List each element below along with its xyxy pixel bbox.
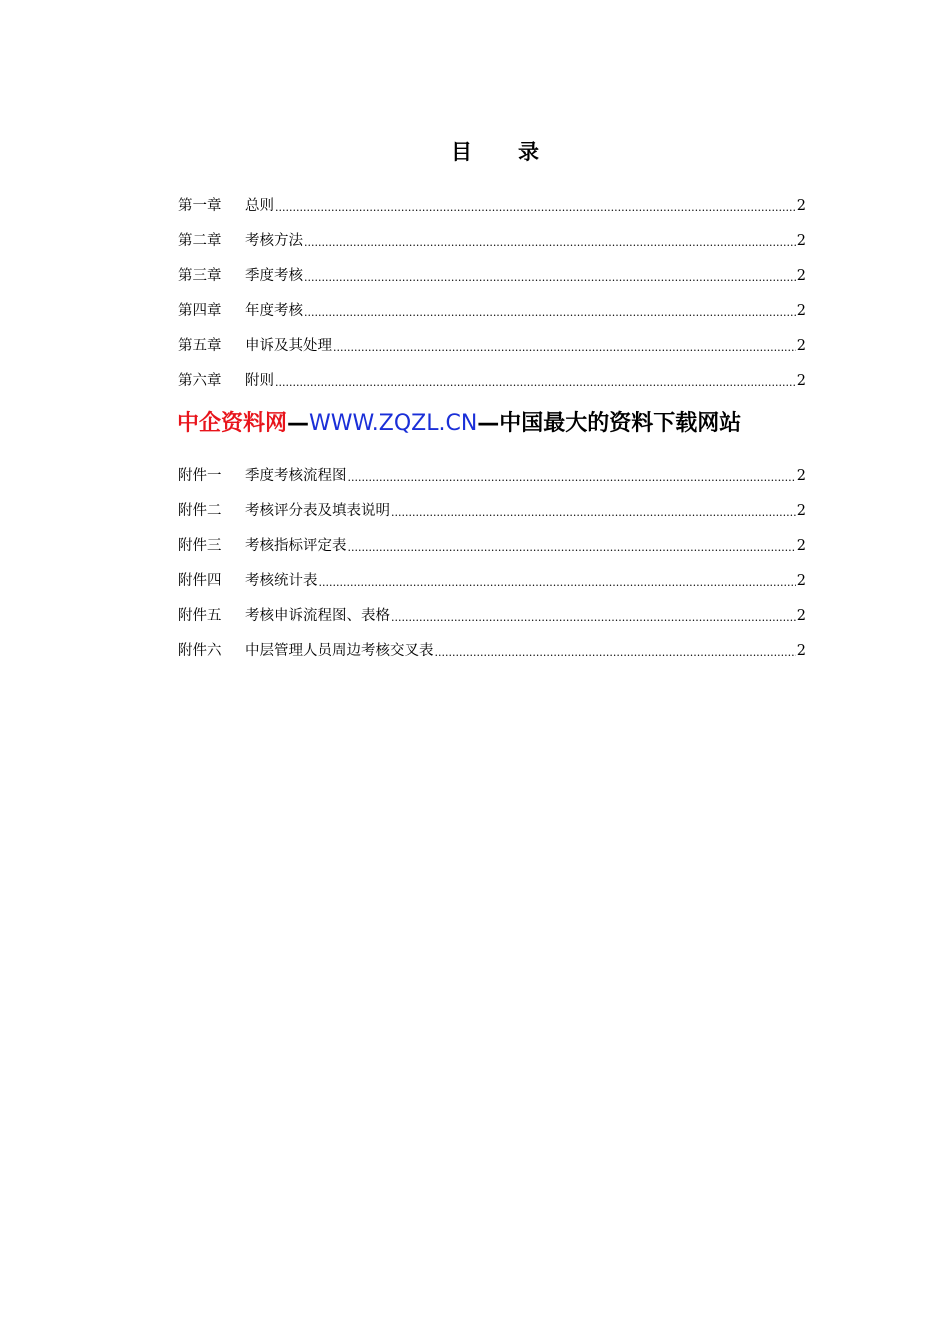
toc-entry-page: 2: [796, 197, 806, 214]
toc-leader-dots: [319, 572, 796, 594]
toc-entry-number: 附件二: [178, 502, 222, 519]
toc-entry-page: 2: [796, 232, 806, 249]
toc-leader-dots: [304, 267, 796, 289]
toc-entry-number: 第五章: [178, 337, 222, 354]
toc-leader-dots: [333, 337, 796, 359]
toc-entry-number: 附件五: [178, 607, 222, 624]
toc-entry-number: 附件四: [178, 572, 222, 589]
toc-entry-appendix-2[interactable]: [178, 493, 806, 528]
toc-entry-title: 附则: [245, 372, 274, 389]
toc-chapter-list: [178, 188, 806, 398]
banner-url-link[interactable]: WWW.ZQZL.CN: [309, 411, 478, 436]
toc-entry-title: 中层管理人员周边考核交叉表: [245, 642, 434, 659]
toc-entry-page: 2: [796, 607, 806, 624]
toc-leader-dots: [348, 537, 796, 559]
toc-entry-number: 第三章: [178, 267, 222, 284]
toc-entry-appendix-5[interactable]: [178, 598, 806, 633]
toc-leader-dots: [275, 197, 796, 219]
toc-entry-chapter-4[interactable]: [178, 293, 806, 328]
banner-tagline: —中国最大的资料下载网站: [477, 411, 742, 436]
toc-title-left: 目: [451, 139, 472, 164]
toc-entry-number: 附件三: [178, 537, 222, 554]
toc-entry-page: 2: [796, 467, 806, 484]
toc-entry-page: 2: [796, 537, 806, 554]
banner-dash: —: [287, 411, 310, 436]
toc-entry-number: 附件六: [178, 642, 222, 659]
toc-entry-number: 第四章: [178, 302, 222, 319]
toc-entry-number: 第六章: [178, 372, 222, 389]
toc-entry-chapter-6[interactable]: [178, 363, 806, 398]
toc-entry-appendix-6[interactable]: [178, 633, 806, 668]
toc-entry-appendix-1[interactable]: [178, 458, 806, 493]
toc-entry-page: 2: [796, 372, 806, 389]
banner-site-name: 中企资料网: [177, 411, 288, 436]
toc-entry-page: 2: [796, 502, 806, 519]
toc-entry-chapter-5[interactable]: [178, 328, 806, 363]
toc-entry-appendix-3[interactable]: [178, 528, 806, 563]
toc-appendix-list: [178, 458, 806, 668]
toc-leader-dots: [304, 232, 796, 254]
toc-title: [0, 136, 950, 166]
toc-entry-title: 季度考核流程图: [245, 467, 347, 484]
toc-entry-title: 总则: [245, 197, 274, 214]
toc-entry-page: 2: [796, 267, 806, 284]
toc-entry-chapter-2[interactable]: [178, 223, 806, 258]
toc-entry-title: 考核统计表: [245, 572, 318, 589]
toc-entry-title: 考核评分表及填表说明: [245, 502, 390, 519]
toc-leader-dots: [348, 467, 796, 489]
toc-entry-number: 第一章: [178, 197, 222, 214]
toc-leader-dots: [275, 372, 796, 394]
toc-entry-title: 季度考核: [245, 267, 303, 284]
toc-entry-title: 考核申诉流程图、表格: [245, 607, 390, 624]
toc-entry-page: 2: [796, 302, 806, 319]
toc-entry-appendix-4[interactable]: [178, 563, 806, 598]
toc-entry-page: 2: [796, 642, 806, 659]
toc-leader-dots: [391, 502, 796, 524]
toc-title-right: 录: [518, 139, 539, 164]
toc-entry-chapter-3[interactable]: [178, 258, 806, 293]
toc-entry-title: 年度考核: [245, 302, 303, 319]
toc-entry-page: 2: [796, 337, 806, 354]
toc-leader-dots: [391, 607, 796, 629]
toc-leader-dots: [304, 302, 796, 324]
toc-entry-number: 第二章: [178, 232, 222, 249]
toc-leader-dots: [435, 642, 796, 664]
toc-entry-title: 考核指标评定表: [245, 537, 347, 554]
website-banner[interactable]: [177, 406, 817, 442]
toc-entry-title: 考核方法: [245, 232, 303, 249]
toc-entry-page: 2: [796, 572, 806, 589]
toc-entry-number: 附件一: [178, 467, 222, 484]
toc-entry-title: 申诉及其处理: [245, 337, 332, 354]
toc-entry-chapter-1[interactable]: [178, 188, 806, 223]
